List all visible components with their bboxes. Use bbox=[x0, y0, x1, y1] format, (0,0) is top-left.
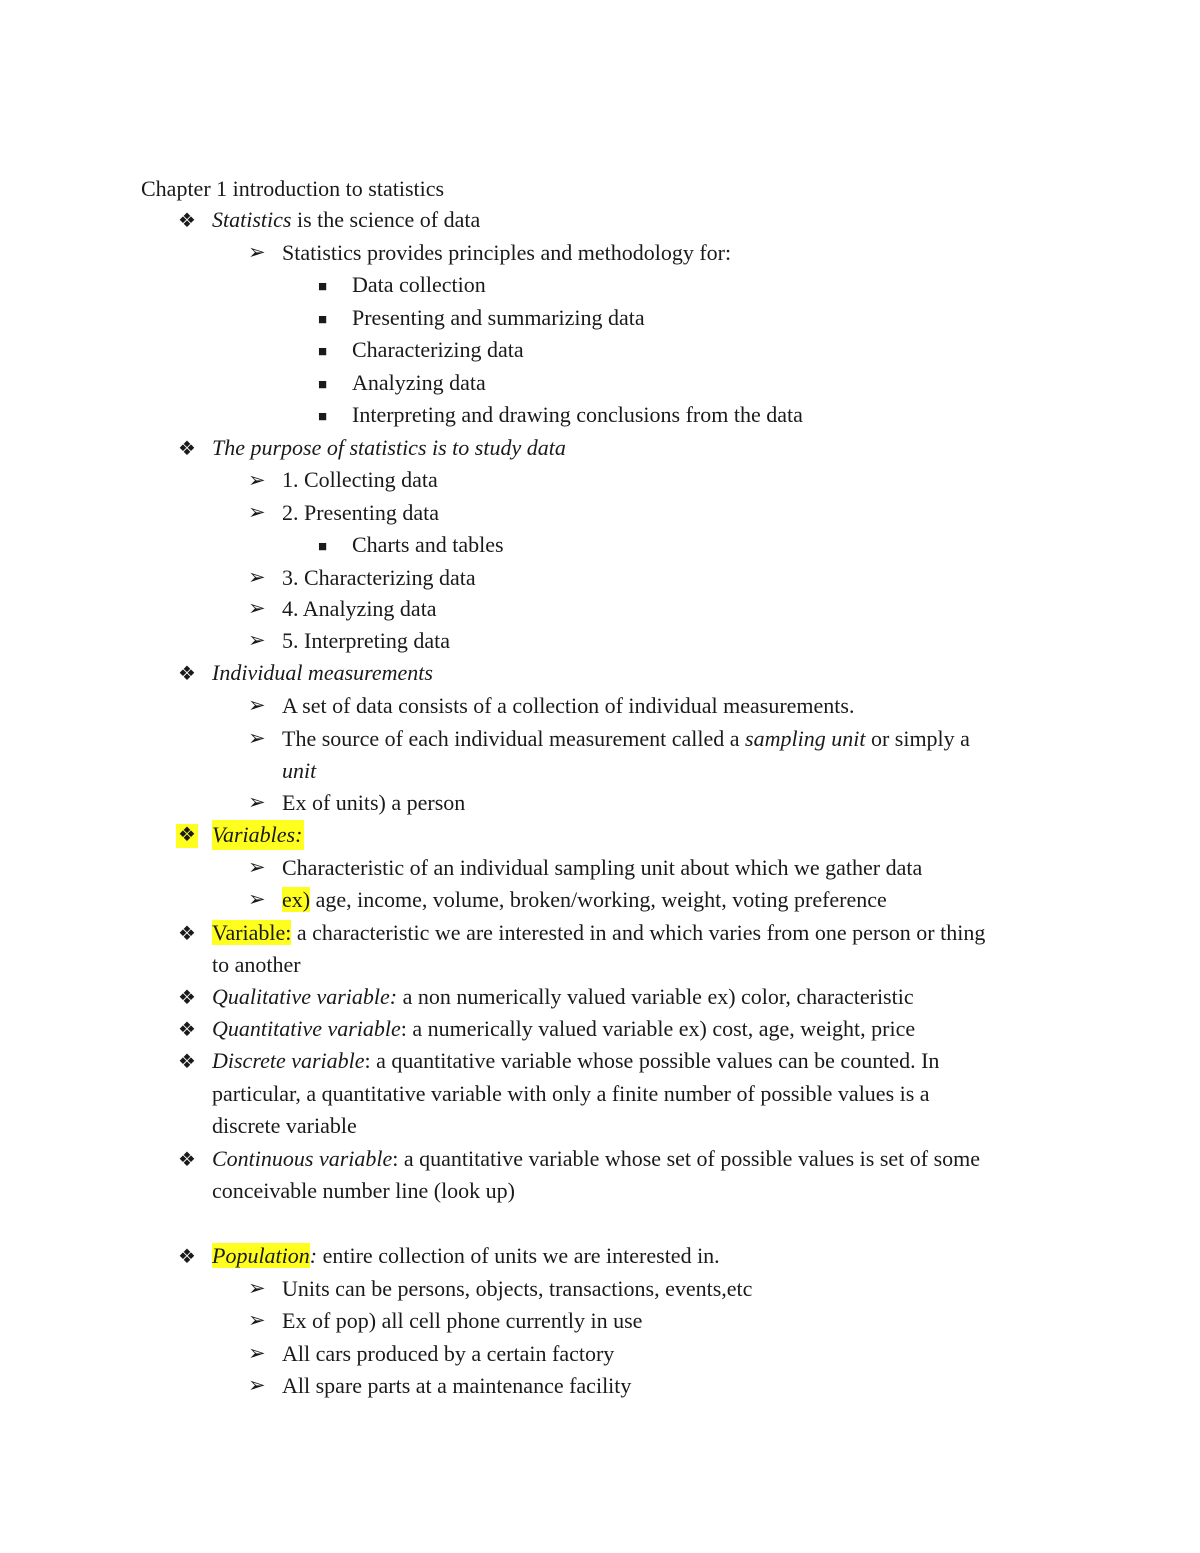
list-item: Characteristic of an individual sampling unit about which we gather data bbox=[282, 855, 923, 880]
list-item: Charts and tables bbox=[352, 532, 504, 557]
text-run: The source of each individual measurement called a bbox=[282, 726, 746, 751]
text-run: age, income, volume, broken/working, weight, voting preference bbox=[310, 887, 887, 912]
list-item: All spare parts at a maintenance facility bbox=[282, 1373, 632, 1398]
term: sampling unit bbox=[745, 726, 866, 751]
definition: : a numerically valued variable ex) cost, age, weight, price bbox=[400, 1016, 916, 1041]
list-item bbox=[212, 1018, 915, 1040]
list-item: The purpose of statistics is to study data bbox=[212, 435, 566, 460]
level1-bullet-icon: ❖ bbox=[178, 1246, 196, 1268]
level2-bullet-icon: ➢ bbox=[248, 693, 266, 717]
list-item bbox=[212, 1148, 980, 1170]
list-item: 5. Interpreting data bbox=[282, 628, 450, 653]
list-item bbox=[212, 209, 480, 231]
list-item: Interpreting and drawing conclusions from the data bbox=[352, 402, 803, 427]
term: Quantitative variable bbox=[212, 1016, 401, 1041]
highlighted-term: Variables: bbox=[212, 820, 304, 850]
list-item: All cars produced by a certain factory bbox=[282, 1341, 615, 1366]
continuation-line: particular, a quantitative variable with only a finite number of possible values is a bbox=[212, 1081, 930, 1106]
list-item: 4. Analyzing data bbox=[282, 596, 437, 621]
term: Continuous variable bbox=[212, 1146, 393, 1171]
highlighted-term: Population bbox=[212, 1243, 310, 1268]
definition: : a quantitative variable whose set of possible values is set of some bbox=[392, 1146, 981, 1171]
text-run: or simply a bbox=[865, 726, 970, 751]
level1-bullet-icon: ❖ bbox=[178, 1019, 196, 1041]
term-colon: : bbox=[309, 1243, 318, 1268]
term: Qualitative variable: bbox=[212, 984, 398, 1009]
level3-bullet-icon: ■ bbox=[318, 409, 328, 425]
level1-bullet-icon: ❖ bbox=[178, 438, 196, 460]
level1-bullet-icon: ❖ bbox=[178, 824, 196, 846]
level2-bullet-icon: ➢ bbox=[248, 726, 266, 750]
term: Discrete variable bbox=[212, 1048, 365, 1073]
definition: entire collection of units we are interested in. bbox=[317, 1243, 720, 1268]
highlighted-term: Variable: bbox=[212, 920, 292, 945]
list-item: Ex of units) a person bbox=[282, 790, 466, 815]
level2-bullet-icon: ➢ bbox=[248, 1308, 266, 1332]
list-item: Units can be persons, objects, transactions, events,etc bbox=[282, 1276, 753, 1301]
level1-bullet-icon: ❖ bbox=[178, 1051, 196, 1073]
level2-bullet-icon: ➢ bbox=[248, 596, 266, 620]
term: Statistics bbox=[212, 207, 292, 232]
list-item: Individual measurements bbox=[212, 660, 433, 685]
list-item bbox=[212, 824, 304, 846]
list-item bbox=[212, 1245, 720, 1267]
level1-bullet-icon: ❖ bbox=[178, 987, 196, 1009]
list-item: Characterizing data bbox=[352, 337, 524, 362]
list-item: 3. Characterizing data bbox=[282, 565, 476, 590]
list-item bbox=[282, 728, 970, 750]
level2-bullet-icon: ➢ bbox=[248, 565, 266, 589]
list-item bbox=[212, 1050, 939, 1072]
level2-bullet-icon: ➢ bbox=[248, 1341, 266, 1365]
level1-bullet-icon: ❖ bbox=[178, 210, 196, 232]
continuation-line: to another bbox=[212, 952, 301, 977]
level3-bullet-icon: ■ bbox=[318, 279, 328, 295]
level2-bullet-icon: ➢ bbox=[248, 790, 266, 814]
level3-bullet-icon: ■ bbox=[318, 539, 328, 555]
continuation-line: discrete variable bbox=[212, 1113, 357, 1138]
list-item: 2. Presenting data bbox=[282, 500, 440, 525]
level2-bullet-icon: ➢ bbox=[248, 468, 266, 492]
level2-bullet-icon: ➢ bbox=[248, 500, 266, 524]
level2-bullet-icon: ➢ bbox=[248, 1276, 266, 1300]
list-item: 1. Collecting data bbox=[282, 467, 438, 492]
list-item: Data collection bbox=[352, 272, 486, 297]
level3-bullet-icon: ■ bbox=[318, 377, 328, 393]
definition: a non numerically valued variable ex) color, characteristic bbox=[397, 984, 914, 1009]
continuation-line: conceivable number line (look up) bbox=[212, 1178, 516, 1203]
level1-bullet-icon: ❖ bbox=[178, 663, 196, 685]
list-item bbox=[282, 889, 887, 911]
list-item: Statistics provides principles and methodology for: bbox=[282, 240, 732, 265]
document-title: Chapter 1 introduction to statistics bbox=[141, 176, 445, 201]
level2-bullet-icon: ➢ bbox=[248, 628, 266, 652]
level1-bullet-icon: ❖ bbox=[178, 923, 196, 945]
list-item: Presenting and summarizing data bbox=[352, 305, 645, 330]
list-item: Analyzing data bbox=[352, 370, 486, 395]
level1-bullet-icon: ❖ bbox=[178, 1149, 196, 1171]
level2-bullet-icon: ➢ bbox=[248, 855, 266, 879]
level3-bullet-icon: ■ bbox=[318, 312, 328, 328]
definition: : a quantitative variable whose possible values can be counted. In bbox=[364, 1048, 940, 1073]
level2-bullet-icon: ➢ bbox=[248, 887, 266, 911]
list-item: A set of data consists of a collection of individual measurements. bbox=[282, 693, 855, 718]
level2-bullet-icon: ➢ bbox=[248, 1373, 266, 1397]
list-item: Ex of pop) all cell phone currently in use bbox=[282, 1308, 643, 1333]
definition: a characteristic we are interested in and which varies from one person or thing bbox=[291, 920, 986, 945]
list-item bbox=[212, 986, 914, 1008]
level3-bullet-icon: ■ bbox=[318, 344, 328, 360]
definition: is the science of data bbox=[291, 207, 481, 232]
list-item bbox=[212, 922, 985, 944]
continuation-line: unit bbox=[282, 758, 317, 783]
level2-bullet-icon: ➢ bbox=[248, 240, 266, 264]
highlighted-term: ex) bbox=[282, 887, 311, 912]
